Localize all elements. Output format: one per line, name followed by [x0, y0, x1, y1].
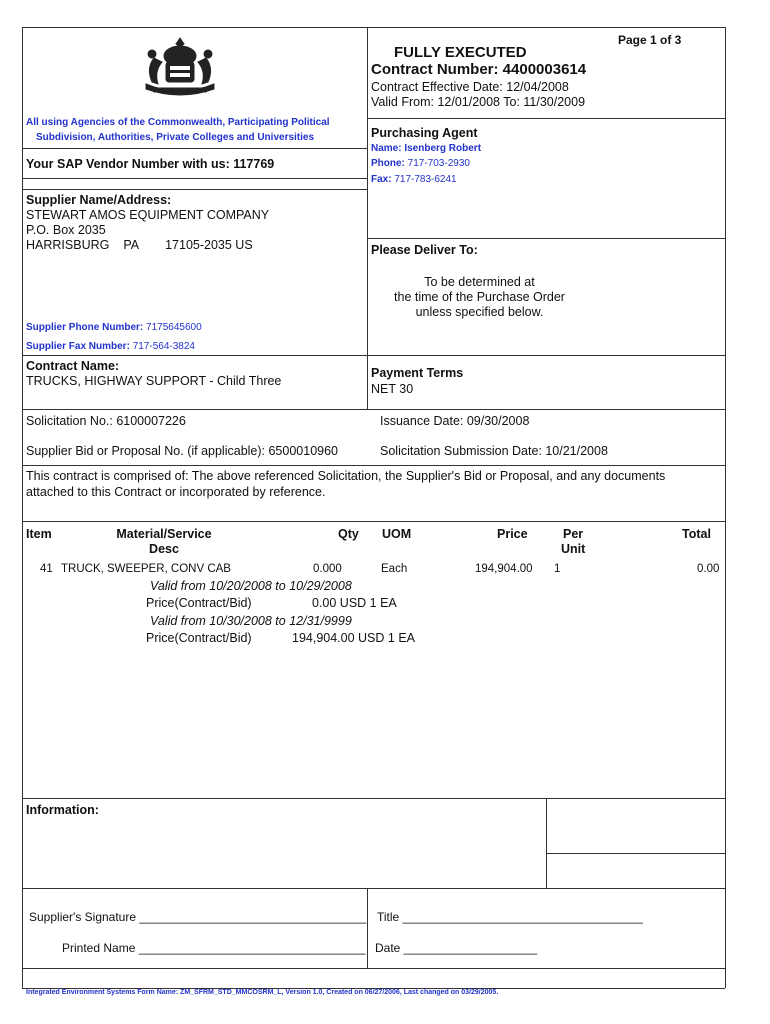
title-field[interactable]: Title ____________________________________	[377, 910, 643, 924]
form-footer: Integrated Environment Systems Form Name: ZM_SFRM_STD_MMCOSRM_L, Version 1.0, Created on 06/27/2006, Last changed on 03/29/2005.	[26, 989, 499, 996]
supplier-bid-number: Supplier Bid or Proposal No. (if applicable): 6500010960	[26, 444, 338, 458]
agencies-line-1: All using Agencies of the Commonwealth, Participating Political	[26, 117, 330, 128]
purchasing-agent-name: Name: Isenberg Robert	[371, 143, 482, 154]
contract-statement-line-1: This contract is comprised of: The above referenced Solicitation, the Supplier's Bid or Proposal, and any documents	[26, 469, 666, 483]
col-header-per-line2: Unit	[561, 542, 586, 556]
row-description: TRUCK, SWEEPER, CONV CAB	[61, 563, 231, 575]
deliver-to-line-2: the time of the Purchase Order	[394, 290, 565, 304]
purchasing-agent-fax: Fax: 717-783-6241	[371, 174, 457, 185]
contract-statement-line-2: attached to this Contract or incorporated by reference.	[26, 485, 326, 499]
row-qty: 0.000	[313, 563, 342, 575]
col-header-item: Item	[26, 527, 52, 541]
purchasing-agent-phone: Phone: 717-703-2930	[371, 158, 470, 169]
validity-price-value: 0.00 USD 1 EA	[312, 596, 397, 610]
printed-name-field[interactable]: Printed Name __________________________________	[62, 941, 366, 955]
supplier-fax: Supplier Fax Number: 717-564-3824	[26, 341, 195, 352]
contract-valid-range: Valid From: 12/01/2008 To: 11/30/2009	[371, 95, 586, 109]
solicitation-submission-date: Solicitation Submission Date: 10/21/2008	[380, 444, 608, 458]
contract-number: Contract Number: 4400003614	[371, 61, 587, 78]
col-header-total: Total	[682, 527, 711, 541]
supplier-name: STEWART AMOS EQUIPMENT COMPANY	[26, 208, 270, 222]
contract-effective-date: Contract Effective Date: 12/04/2008	[371, 80, 569, 94]
supplier-signature-field[interactable]: Supplier's Signature __________________________________	[29, 910, 367, 924]
payment-terms-value: NET 30	[371, 382, 414, 396]
contract-status: FULLY EXECUTED	[394, 44, 527, 61]
contract-name-heading: Contract Name:	[26, 359, 120, 373]
page-indicator: Page 1 of 3	[618, 33, 682, 47]
col-header-price: Price	[497, 527, 528, 541]
validity-range: Valid from 10/30/2008 to 12/31/9999	[150, 614, 352, 628]
row-uom: Each	[381, 563, 408, 575]
agencies-line-2: Subdivision, Authorities, Private Colleges and Universities	[36, 132, 315, 143]
validity-price-label: Price(Contract/Bid)	[146, 596, 252, 610]
col-header-qty: Qty	[338, 527, 359, 541]
col-header-material-line2: Desc	[149, 542, 179, 556]
supplier-heading: Supplier Name/Address:	[26, 193, 172, 207]
deliver-to-line-3: unless specified below.	[415, 305, 544, 319]
row-price: 194,904.00	[475, 563, 533, 575]
validity-price-label: Price(Contract/Bid)	[146, 631, 252, 645]
sap-vendor-number: Your SAP Vendor Number with us: 117769	[26, 157, 275, 171]
col-header-per-line1: Per	[563, 527, 584, 541]
commonwealth-seal-logo	[140, 36, 220, 100]
validity-range: Valid from 10/20/2008 to 10/29/2008	[150, 579, 352, 593]
row-item-number: 41	[40, 563, 53, 575]
date-field[interactable]: Date ____________________	[375, 941, 538, 955]
deliver-to-line-1: To be determined at	[424, 275, 535, 289]
col-header-uom: UOM	[382, 527, 412, 541]
issuance-date: Issuance Date: 09/30/2008	[380, 414, 530, 428]
purchasing-agent-heading: Purchasing Agent	[371, 126, 478, 140]
contract-name-value: TRUCKS, HIGHWAY SUPPORT - Child Three	[26, 374, 282, 388]
supplier-phone: Supplier Phone Number: 7175645600	[26, 322, 202, 333]
supplier-city-line: HARRISBURG PA 17105-2035 US	[26, 238, 253, 252]
solicitation-number: Solicitation No.: 6100007226	[26, 414, 186, 428]
validity-price-value: 194,904.00 USD 1 EA	[292, 631, 415, 645]
row-per-unit: 1	[554, 563, 561, 575]
payment-terms-heading: Payment Terms	[371, 366, 464, 380]
supplier-address: P.O. Box 2035	[26, 223, 106, 237]
row-total: 0.00	[697, 563, 720, 575]
deliver-to-heading: Please Deliver To:	[371, 243, 478, 257]
information-heading: Information:	[26, 803, 99, 817]
col-header-material-line1: Material/Service	[116, 527, 212, 541]
